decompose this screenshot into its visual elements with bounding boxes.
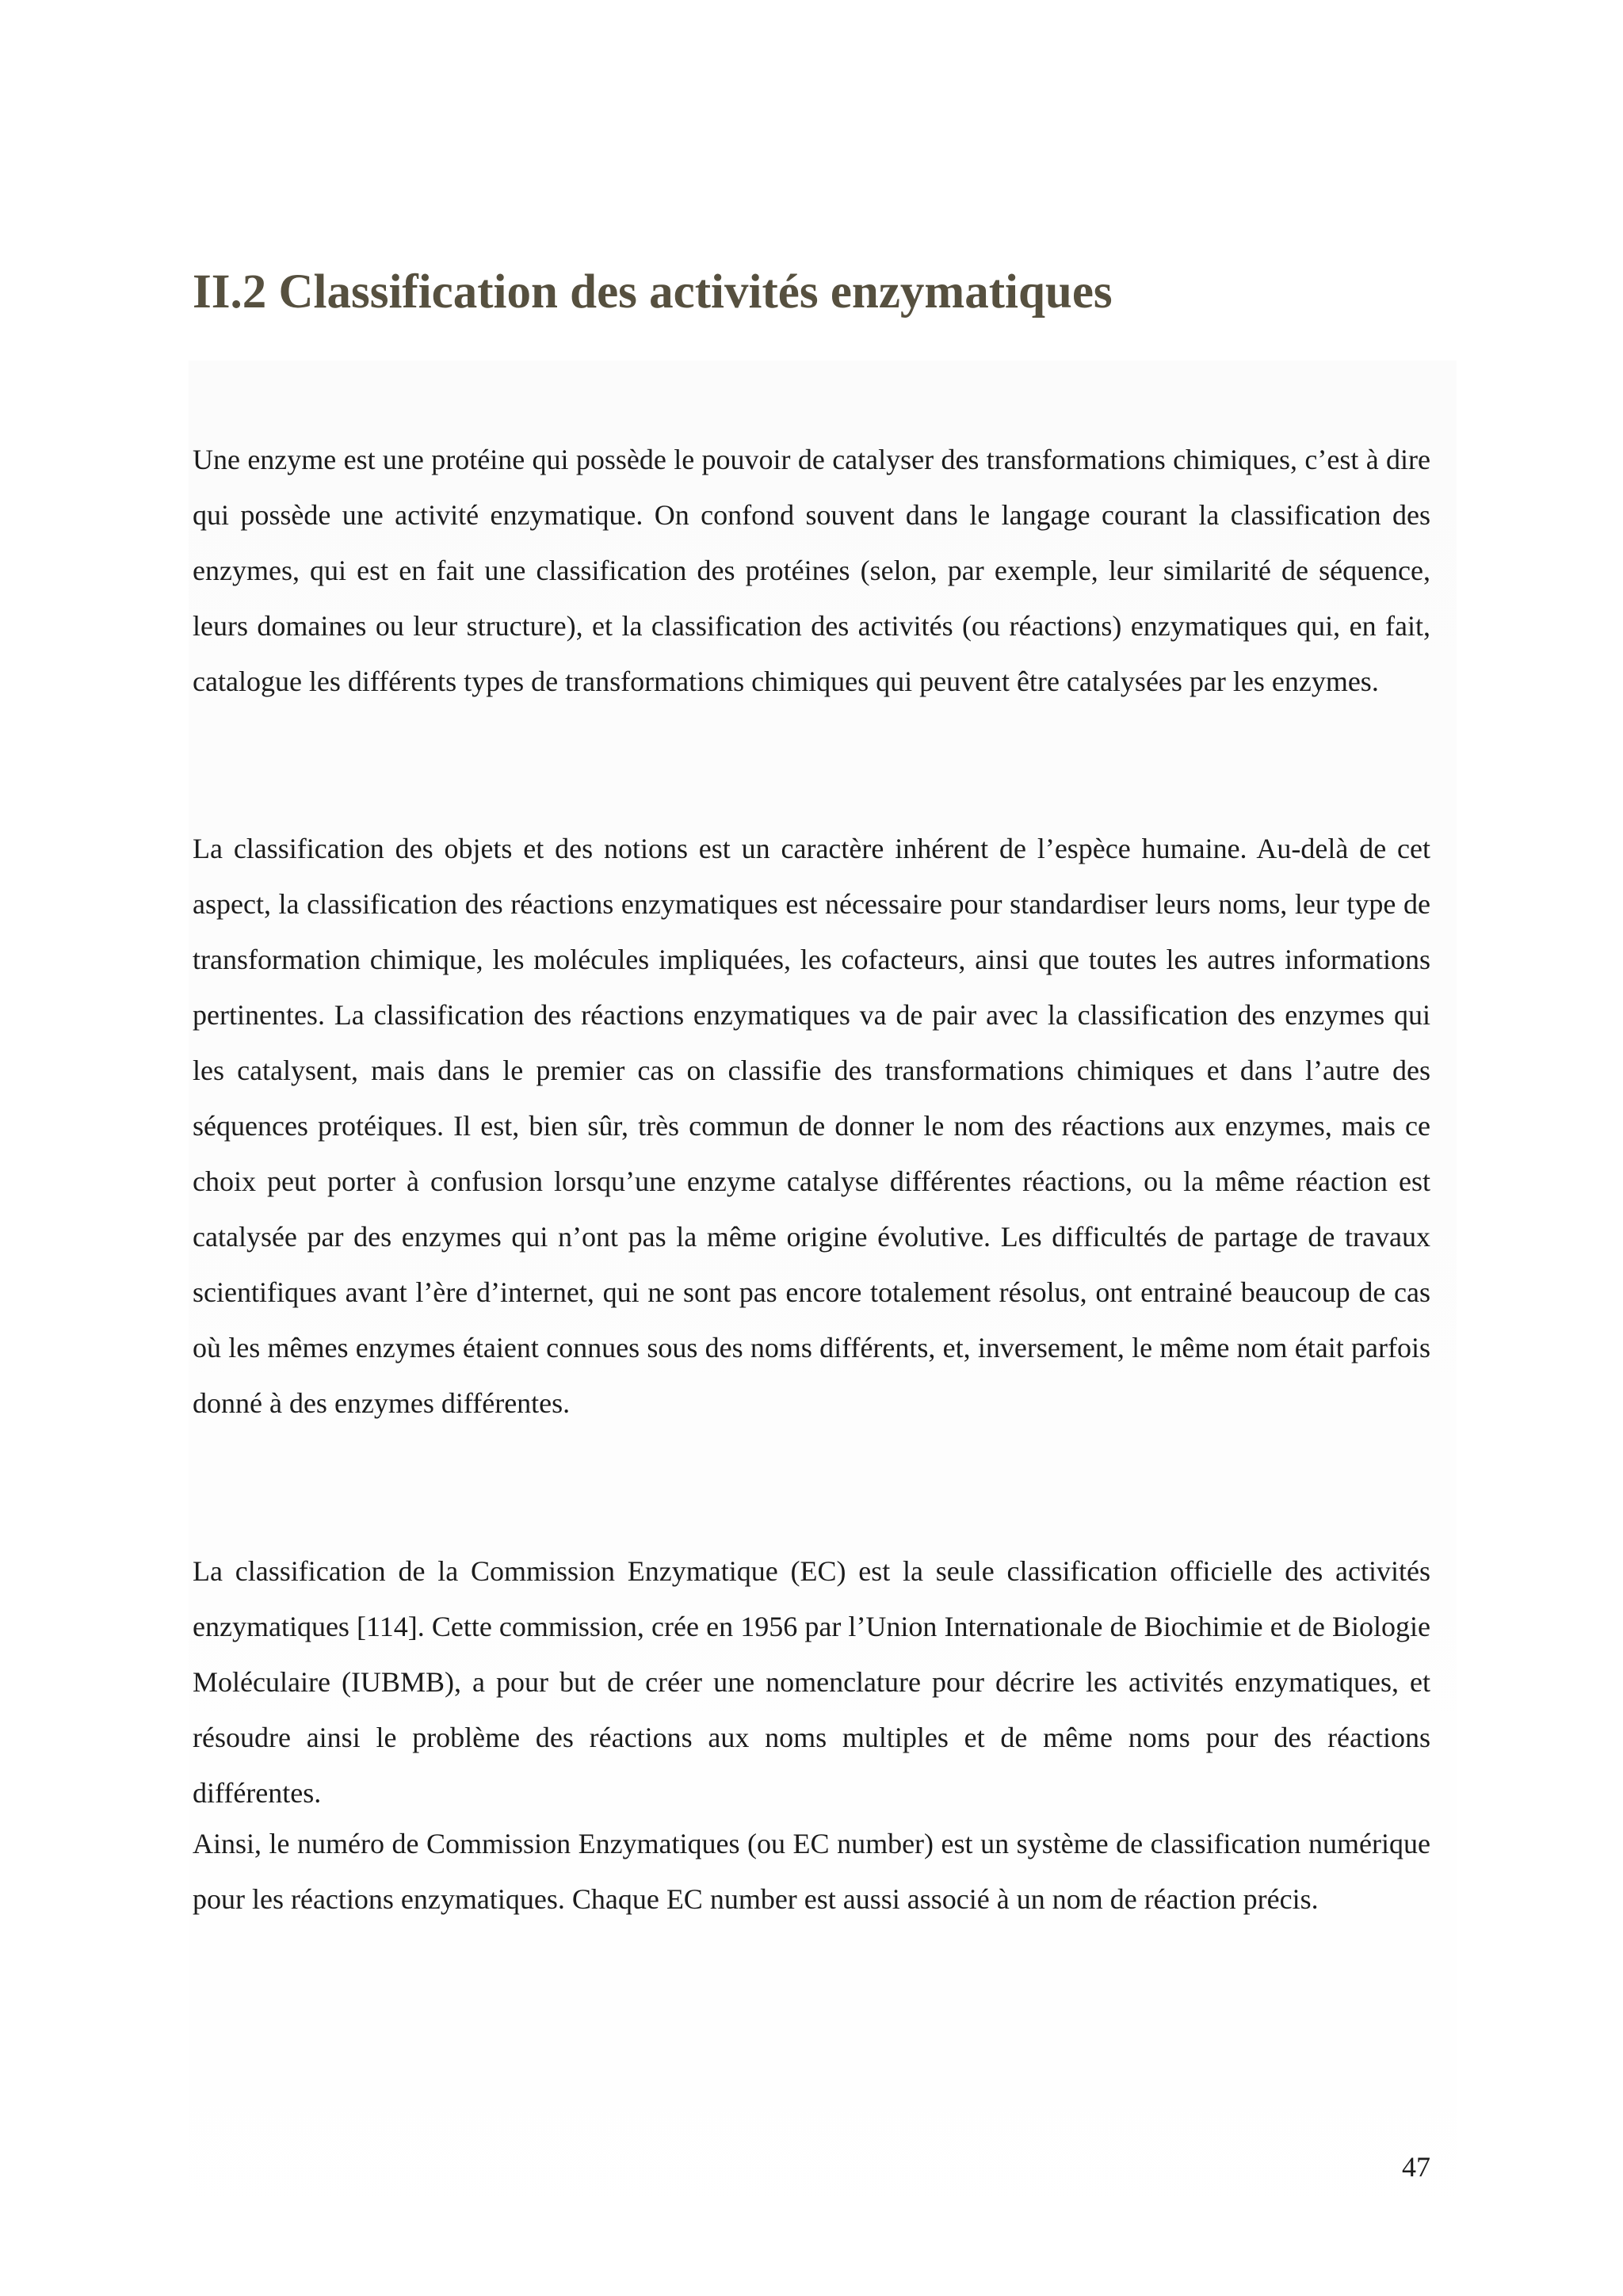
paragraph-ec-commission: La classification de la Commission Enzymatique (EC) est la seule classification officielle des activités enzymatiques [114]. Cette commission, crée en 1956 par l’Union Internationale de Biochimie et de Biologie Moléculaire (IUBMB), a pour but de créer une nomenclature pour décrire les activités enzymatiques, et résoudre ainsi le problème des réactions aux noms multiples et de même noms pour des réactions différentes. (193, 1555, 1430, 1809)
paragraph-ec-number: Ainsi, le numéro de Commission Enzymatiques (ou EC number) est un système de classification numérique pour les réactions enzymatiques. Chaque EC number est aussi associé à un nom de réaction précis. (193, 1828, 1430, 1915)
section-title: II.2 Classification des activités enzymatiques (193, 265, 1113, 318)
paragraph-enzyme-definition: Une enzyme est une protéine qui possède le pouvoir de catalyser des transformations chimiques, c’est à dire qui possède une activité enzymatique. On confond souvent dans le langage courant la classification des enzymes, qui est en fait une classification des protéines (selon, par exemple, leur similarité de séquence, leurs domaines ou leur structure), et la classification des activités (ou réactions) enzymatiques qui, en fait, catalogue les différents types de transformations chimiques qui peuvent être catalysées par les enzymes. (193, 444, 1430, 697)
paragraph-classification-purpose: La classification des objets et des notions est un caractère inhérent de l’espèce humaine. Au-delà de cet aspect, la classification des réactions enzymatiques est nécessaire pour standardiser leurs noms, leur type de transformation chimique, les molécules impliquées, les cofacteurs, ainsi que toutes les autres informations pertinentes. La classification des réactions enzymatiques va de pair avec la classification des enzymes qui les catalysent, mais dans le premier cas on classifie des transformations chimiques et dans l’autre des séquences protéiques. Il est, bien sûr, très commun de donner le nom des réactions aux enzymes, mais ce choix peut porter à confusion lorsqu’une enzyme catalyse différentes réactions, ou la même réaction est catalysée par des enzymes qui n’ont pas la même origine évolutive. Les difficultés de partage de travaux scientifiques avant l’ère d’internet, qui ne sont pas encore totalement résolus, ont entrainé beaucoup de cas où les mêmes enzymes étaient connues sous des noms différents, et, inversement, le même nom était parfois donné à des enzymes différentes. (193, 833, 1430, 1419)
page-number: 47 (1402, 2151, 1430, 2183)
